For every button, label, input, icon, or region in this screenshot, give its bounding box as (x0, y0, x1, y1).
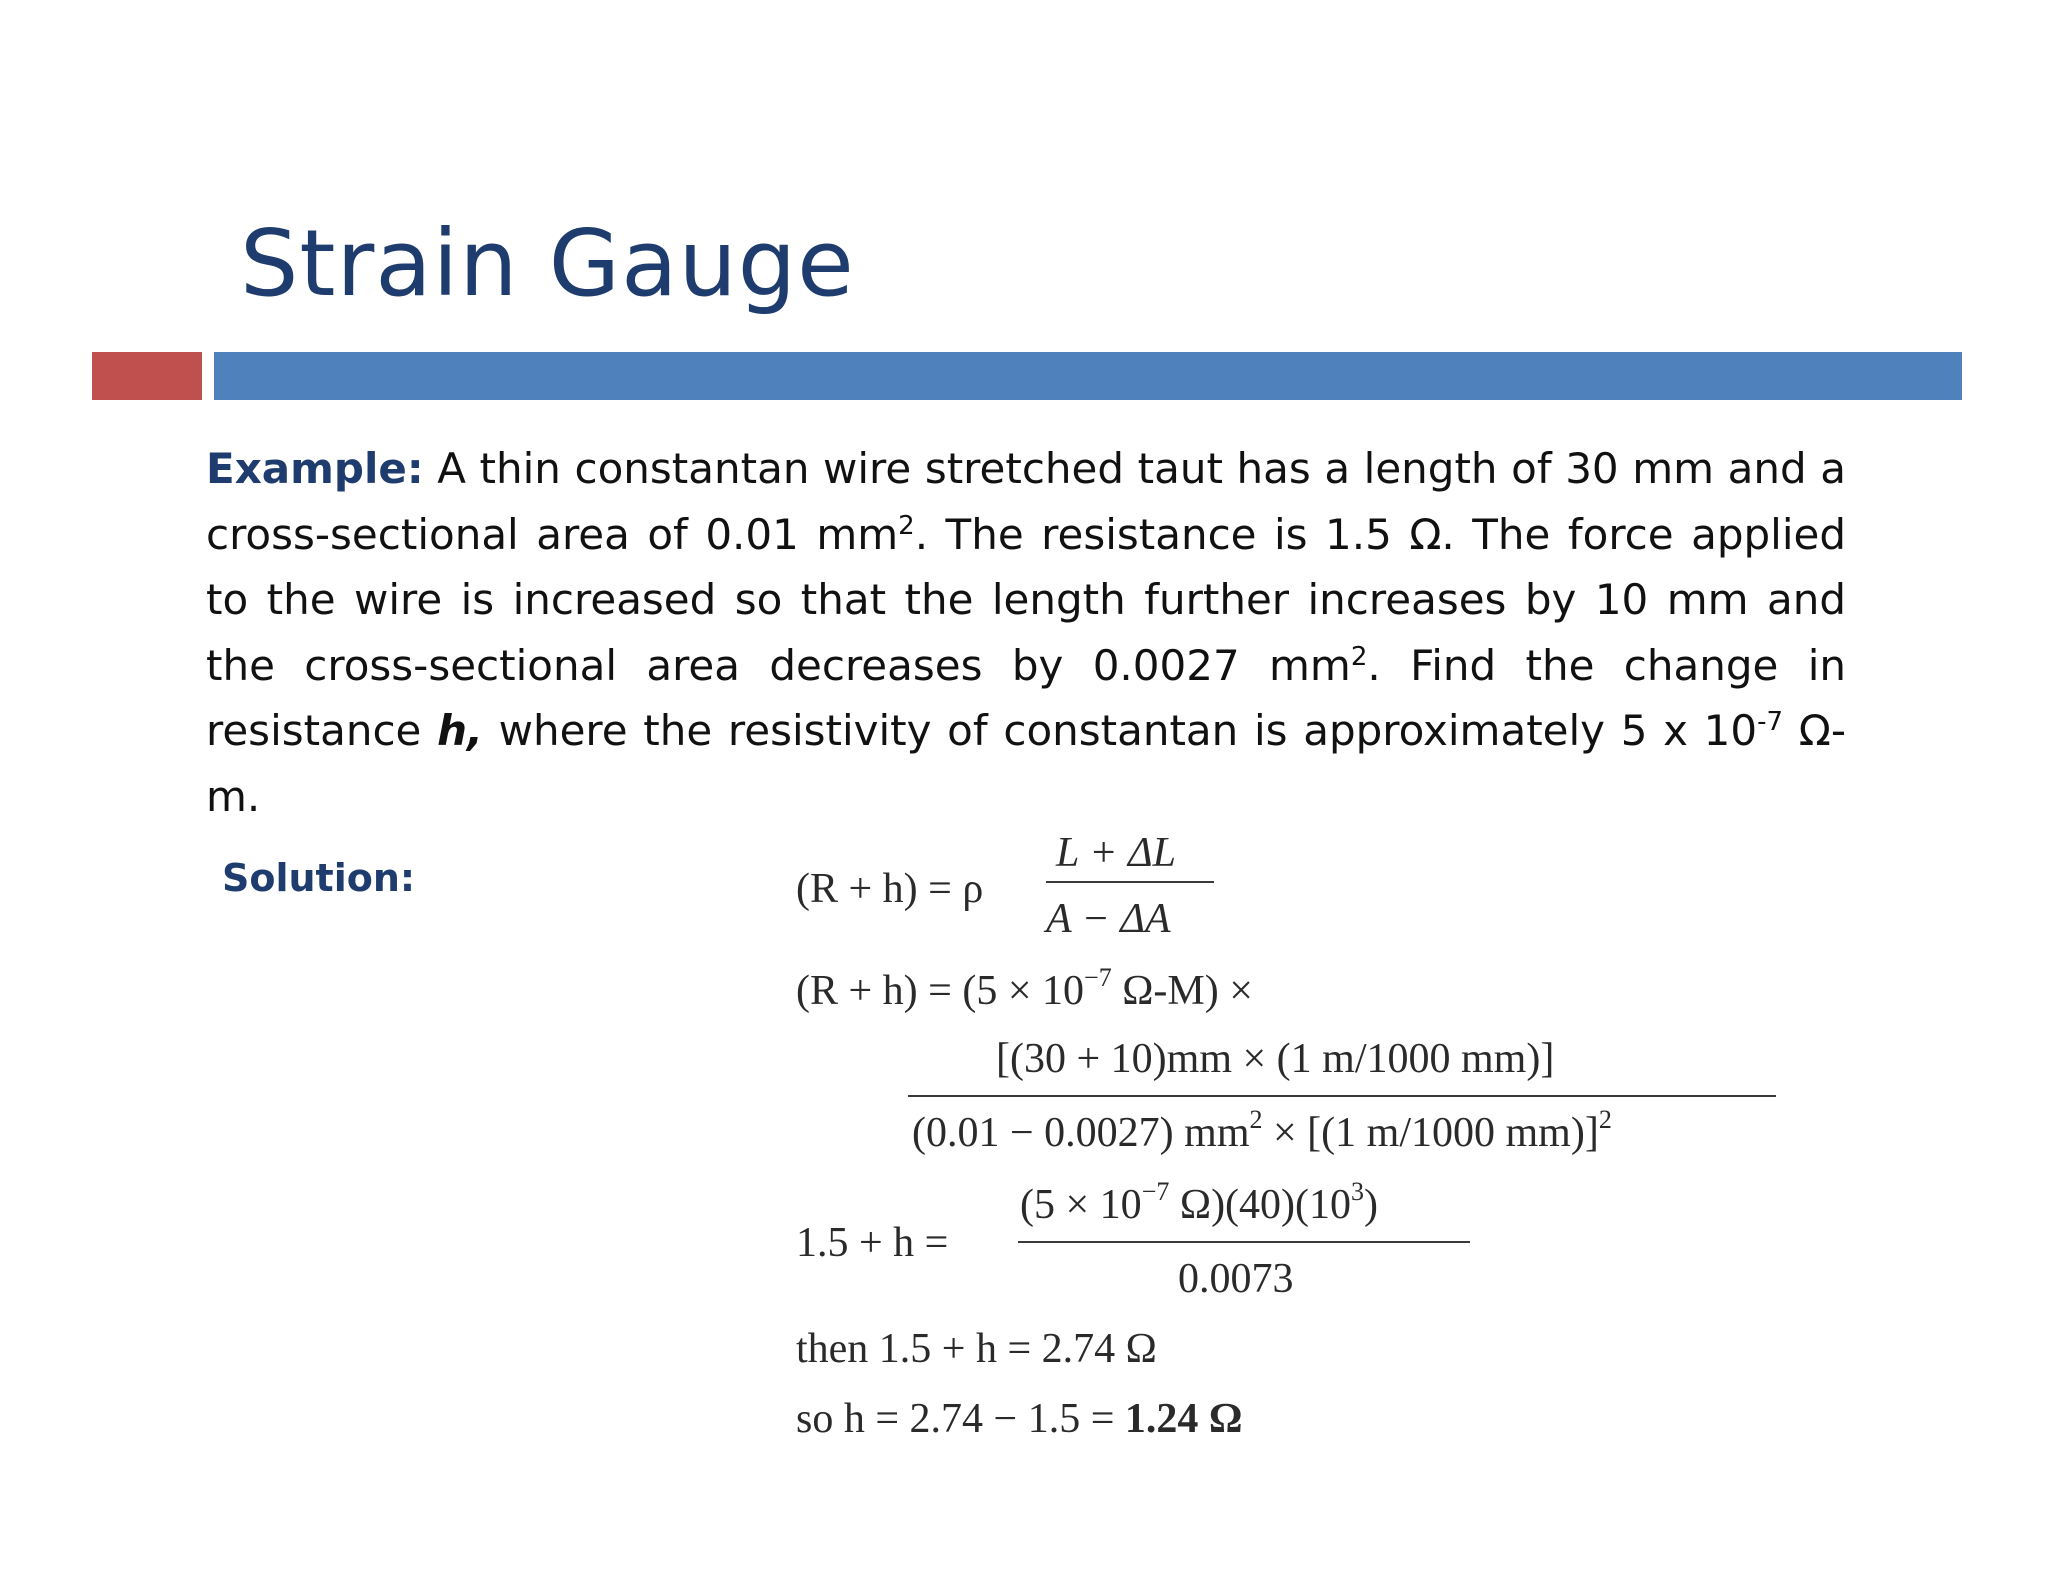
eq2-den-b: × [(1 m/1000 mm)] (1262, 1110, 1599, 1156)
problem-text-2: . The resistance is 1.5 Ω. The force applied to the wire is increased so that the length further increases by 10 mm and the cross-sectional area decreases by 0.0027 mm (206, 509, 1846, 690)
superscript-exponent: -7 (1757, 707, 1784, 737)
eq2-denominator (912, 1105, 1612, 1156)
variable-h: h, (437, 706, 483, 755)
equation-4: then 1.5 + h = 2.74 Ω (796, 1326, 1157, 1372)
eq2-lhs-b: Ω-M) × (1111, 968, 1253, 1014)
eq2-lhs-a: (R + h) = (5 × 10 (796, 968, 1085, 1014)
equation-1 (796, 830, 1214, 942)
eq3-lhs: 1.5 + h = (796, 1220, 949, 1266)
eq3-num-b: Ω)(40)(10 (1169, 1182, 1352, 1228)
solution-label: Solution: (222, 856, 416, 900)
slide-title: Strain Gauge (240, 210, 855, 317)
eq5-text: so h = 2.74 − 1.5 = (796, 1396, 1125, 1442)
eq3-num-c: ) (1364, 1182, 1379, 1228)
eq2-den-a: (0.01 − 0.0027) mm (912, 1110, 1250, 1156)
eq5-answer: 1.24 Ω (1124, 1396, 1243, 1442)
eq3-denominator: 0.0073 (1178, 1256, 1294, 1302)
eq2-lhs (796, 963, 1253, 1014)
eq2-exponent: −7 (1084, 963, 1112, 992)
eq3-num-a: (5 × 10 (1020, 1182, 1142, 1228)
problem-text-3: . Find the change in resistance (206, 640, 1846, 755)
problem-text-4: where the resistivity of constantan is approximately 5 x 10 (482, 706, 1758, 755)
superscript-area-2: 2 (1350, 641, 1368, 672)
eq3-num-exp1: −7 (1141, 1177, 1170, 1206)
eq2-den-exp2: 2 (1598, 1105, 1612, 1134)
example-label: Example: (206, 444, 424, 493)
equation-5 (796, 1396, 1243, 1442)
eq2-den-exp1: 2 (1249, 1105, 1263, 1134)
equation-2 (796, 963, 1776, 1156)
eq1-lhs: (R + h) = ρ (796, 866, 984, 912)
superscript-area-1: 2 (898, 510, 915, 541)
problem-text-5: Ω-m. (206, 706, 1846, 821)
eq1-numerator: L + ΔL (1056, 830, 1176, 876)
eq1-denominator: A − ΔA (1046, 896, 1171, 942)
problem-text-1: A thin constantan wire stretched taut has a length of 30 mm and a cross-sectional area of 0.01 mm (206, 444, 1846, 559)
eq2-numerator: [(30 + 10)mm × (1 m/1000 mm)] (996, 1036, 1555, 1082)
eq3-numerator (1020, 1177, 1378, 1228)
equation-3 (796, 1177, 1470, 1302)
eq3-num-exp2: 3 (1351, 1177, 1365, 1206)
